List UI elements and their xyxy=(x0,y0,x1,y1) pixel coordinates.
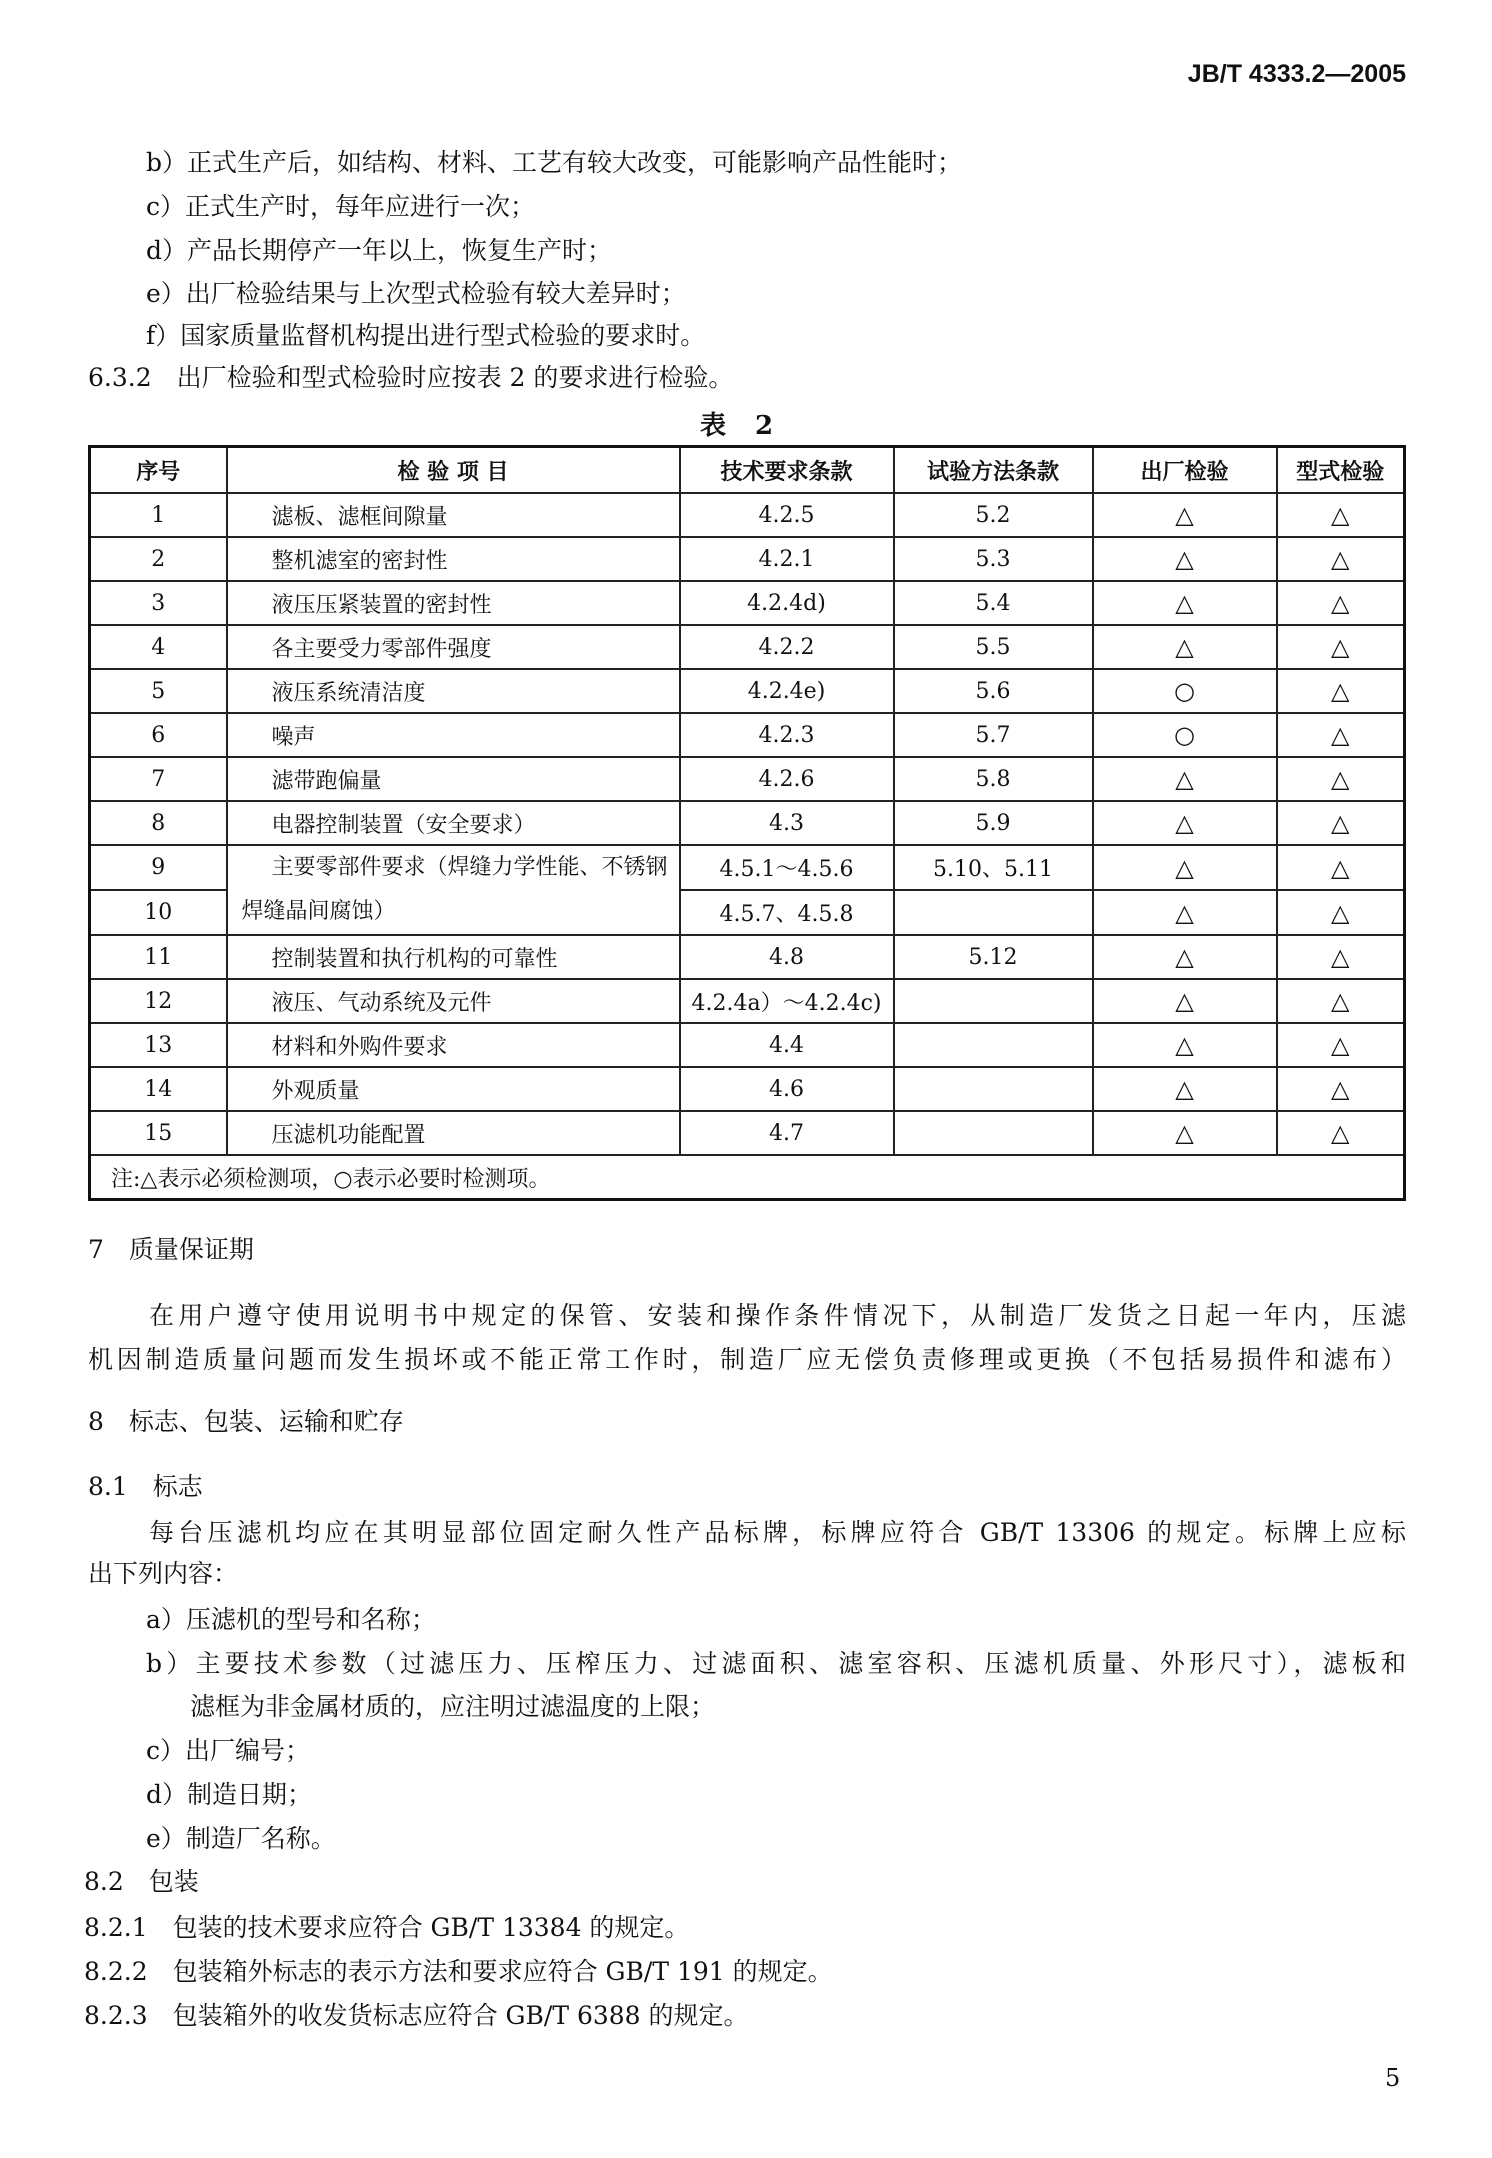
test-method-clause: 5.6 xyxy=(894,669,1093,713)
table-row xyxy=(90,757,1405,801)
factory-inspection-mark: △ xyxy=(1093,1067,1277,1111)
inspection-item: 液压系统清洁度 xyxy=(227,669,680,713)
section-8-2-title: 8.2 包装 xyxy=(84,1867,199,1896)
col-header-no: 序号 xyxy=(90,447,227,494)
requirement-clause: 4.2.4e) xyxy=(680,669,894,713)
row-number: 11 xyxy=(90,935,227,979)
inspection-item: 控制装置和执行机构的可靠性 xyxy=(227,935,680,979)
section-8-1-line2: 出下列内容： xyxy=(88,1559,239,1588)
section-7-para-line1: 在用户遵守使用说明书中规定的保管、安装和操作条件情况下，从制造厂发货之日起一年内，压滤 xyxy=(149,1301,1406,1330)
table-row xyxy=(90,537,1405,581)
inspection-item: 外观质量 xyxy=(227,1067,680,1111)
type-inspection-mark: △ xyxy=(1277,1023,1405,1067)
clause-8-2-1: 8.2.1 包装的技术要求应符合 GB/T 13384 的规定。 xyxy=(84,1913,690,1942)
col-header-type: 型式检验 xyxy=(1277,447,1405,494)
list-item-f: f）国家质量监督机构提出进行型式检验的要求时。 xyxy=(146,321,706,350)
type-inspection-mark: △ xyxy=(1277,757,1405,801)
inspection-item: 主要零部件要求（焊缝力学性能、不锈钢焊缝晶间腐蚀） xyxy=(227,845,680,935)
table-row xyxy=(90,801,1405,845)
test-method-clause: 5.12 xyxy=(894,935,1093,979)
row-number: 14 xyxy=(90,1067,227,1111)
requirement-clause: 4.2.4a）～4.2.4c) xyxy=(680,979,894,1023)
factory-inspection-mark: △ xyxy=(1093,845,1277,890)
type-inspection-mark: △ xyxy=(1277,581,1405,625)
type-inspection-mark: △ xyxy=(1277,801,1405,845)
test-method-clause: 5.5 xyxy=(894,625,1093,669)
table-row xyxy=(90,1023,1405,1067)
factory-inspection-mark: △ xyxy=(1093,1111,1277,1155)
test-method-clause xyxy=(894,1067,1093,1111)
test-method-clause xyxy=(894,1023,1093,1067)
requirement-clause: 4.7 xyxy=(680,1111,894,1155)
factory-inspection-mark: △ xyxy=(1093,979,1277,1023)
row-number: 6 xyxy=(90,713,227,757)
factory-inspection-mark: △ xyxy=(1093,537,1277,581)
requirement-clause: 4.4 xyxy=(680,1023,894,1067)
requirement-clause: 4.2.2 xyxy=(680,625,894,669)
col-header-factory: 出厂检验 xyxy=(1093,447,1277,494)
inspection-item: 滤带跑偏量 xyxy=(227,757,680,801)
requirement-clause: 4.5.7、4.5.8 xyxy=(680,890,894,935)
clause-8-2-2: 8.2.2 包装箱外标志的表示方法和要求应符合 GB/T 191 的规定。 xyxy=(84,1957,833,1986)
table-note: 注:△表示必须检测项，○表示必要时检测项。 xyxy=(90,1155,1405,1200)
row-number: 9 xyxy=(90,845,227,890)
factory-inspection-mark: △ xyxy=(1093,493,1277,537)
list-item-b: b）正式生产后，如结构、材料、工艺有较大改变，可能影响产品性能时； xyxy=(146,148,963,177)
type-inspection-mark: △ xyxy=(1277,669,1405,713)
table-row xyxy=(90,1067,1405,1111)
row-number: 3 xyxy=(90,581,227,625)
table-row xyxy=(90,625,1405,669)
col-header-requirement: 技术要求条款 xyxy=(680,447,894,494)
test-method-clause xyxy=(894,979,1093,1023)
requirement-clause: 4.2.6 xyxy=(680,757,894,801)
test-method-clause: 5.3 xyxy=(894,537,1093,581)
inspection-item: 噪声 xyxy=(227,713,680,757)
type-inspection-mark: △ xyxy=(1277,890,1405,935)
list-item-c: c）正式生产时，每年应进行一次； xyxy=(146,192,536,221)
mark-item-b-line1: b）主要技术参数（过滤压力、压榨压力、过滤面积、滤室容积、压滤机质量、外形尺寸），滤板和 xyxy=(146,1649,1406,1678)
type-inspection-mark: △ xyxy=(1277,713,1405,757)
row-number: 7 xyxy=(90,757,227,801)
requirement-clause: 4.2.5 xyxy=(680,493,894,537)
inspection-item: 电器控制装置（安全要求） xyxy=(227,801,680,845)
row-number: 8 xyxy=(90,801,227,845)
factory-inspection-mark: △ xyxy=(1093,1023,1277,1067)
table-row xyxy=(90,935,1405,979)
inspection-item: 压滤机功能配置 xyxy=(227,1111,680,1155)
requirement-clause: 4.3 xyxy=(680,801,894,845)
type-inspection-mark: △ xyxy=(1277,935,1405,979)
requirement-clause: 4.2.4d) xyxy=(680,581,894,625)
table-header-row xyxy=(90,447,1405,494)
table-row xyxy=(90,845,1405,890)
test-method-clause: 5.9 xyxy=(894,801,1093,845)
row-number: 2 xyxy=(90,537,227,581)
mark-item-c: c）出厂编号； xyxy=(146,1736,311,1765)
table-note-row xyxy=(90,1155,1405,1200)
requirement-clause: 4.5.1～4.5.6 xyxy=(680,845,894,890)
mark-item-d: d）制造日期； xyxy=(146,1780,313,1809)
row-number: 12 xyxy=(90,979,227,1023)
type-inspection-mark: △ xyxy=(1277,979,1405,1023)
factory-inspection-mark: ○ xyxy=(1093,713,1277,757)
inspection-item: 材料和外购件要求 xyxy=(227,1023,680,1067)
requirement-clause: 4.2.3 xyxy=(680,713,894,757)
factory-inspection-mark: △ xyxy=(1093,935,1277,979)
mark-item-e: e）制造厂名称。 xyxy=(146,1824,336,1853)
inspection-item: 滤板、滤框间隙量 xyxy=(227,493,680,537)
section-7-para-line2: 机因制造质量问题而发生损坏或不能正常工作时，制造厂应无偿负责修理或更换（不包括易损件和滤布） xyxy=(88,1345,1406,1374)
test-method-clause xyxy=(894,1111,1093,1155)
factory-inspection-mark: △ xyxy=(1093,890,1277,935)
page-number: 5 xyxy=(1385,2064,1401,2092)
requirement-clause: 4.6 xyxy=(680,1067,894,1111)
section-8-1-title: 8.1 标志 xyxy=(88,1472,203,1501)
document-number-header: JB/T 4333.2—2005 xyxy=(1187,60,1406,88)
test-method-clause: 5.2 xyxy=(894,493,1093,537)
row-number: 5 xyxy=(90,669,227,713)
factory-inspection-mark: △ xyxy=(1093,757,1277,801)
row-number: 10 xyxy=(90,890,227,935)
inspection-item: 液压压紧装置的密封性 xyxy=(227,581,680,625)
table-row xyxy=(90,581,1405,625)
list-item-e: e）出厂检验结果与上次型式检验有较大差异时； xyxy=(146,279,686,308)
table-row xyxy=(90,713,1405,757)
type-inspection-mark: △ xyxy=(1277,493,1405,537)
col-header-item: 检 验 项 目 xyxy=(227,447,680,494)
test-method-clause xyxy=(894,890,1093,935)
test-method-clause: 5.4 xyxy=(894,581,1093,625)
type-inspection-mark: △ xyxy=(1277,1067,1405,1111)
table-caption: 表 2 xyxy=(700,411,784,441)
section-8-1-line1: 每台压滤机均应在其明显部位固定耐久性产品标牌，标牌应符合 GB/T 13306 的规定。标牌上应标 xyxy=(149,1518,1406,1547)
requirement-clause: 4.2.1 xyxy=(680,537,894,581)
row-number: 15 xyxy=(90,1111,227,1155)
table-row xyxy=(90,1111,1405,1155)
section-8-title: 8 标志、包装、运输和贮存 xyxy=(88,1407,404,1436)
mark-item-b-line2: 滤框为非金属材质的，应注明过滤温度的上限； xyxy=(190,1692,716,1721)
inspection-item: 各主要受力零部件强度 xyxy=(227,625,680,669)
type-inspection-mark: △ xyxy=(1277,625,1405,669)
table-row xyxy=(90,493,1405,537)
inspection-item: 整机滤室的密封性 xyxy=(227,537,680,581)
type-inspection-mark: △ xyxy=(1277,845,1405,890)
factory-inspection-mark: △ xyxy=(1093,581,1277,625)
table-row xyxy=(90,669,1405,713)
test-method-clause: 5.7 xyxy=(894,713,1093,757)
test-method-clause: 5.8 xyxy=(894,757,1093,801)
clause-8-2-3: 8.2.3 包装箱外的收发货标志应符合 GB/T 6388 的规定。 xyxy=(84,2001,749,2030)
row-number: 13 xyxy=(90,1023,227,1067)
factory-inspection-mark: △ xyxy=(1093,801,1277,845)
requirement-clause: 4.8 xyxy=(680,935,894,979)
mark-item-a: a）压滤机的型号和名称； xyxy=(146,1605,436,1634)
inspection-item: 液压、气动系统及元件 xyxy=(227,979,680,1023)
test-method-clause: 5.10、5.11 xyxy=(894,845,1093,890)
col-header-method: 试验方法条款 xyxy=(894,447,1093,494)
row-number: 4 xyxy=(90,625,227,669)
factory-inspection-mark: ○ xyxy=(1093,669,1277,713)
factory-inspection-mark: △ xyxy=(1093,625,1277,669)
clause-6-3-2: 6.3.2 出厂检验和型式检验时应按表 2 的要求进行检验。 xyxy=(88,363,734,392)
row-number: 1 xyxy=(90,493,227,537)
type-inspection-mark: △ xyxy=(1277,537,1405,581)
section-7-title: 7 质量保证期 xyxy=(88,1235,254,1264)
inspection-table xyxy=(88,445,1406,1201)
type-inspection-mark: △ xyxy=(1277,1111,1405,1155)
table-row xyxy=(90,979,1405,1023)
list-item-d: d）产品长期停产一年以上，恢复生产时； xyxy=(146,236,613,265)
